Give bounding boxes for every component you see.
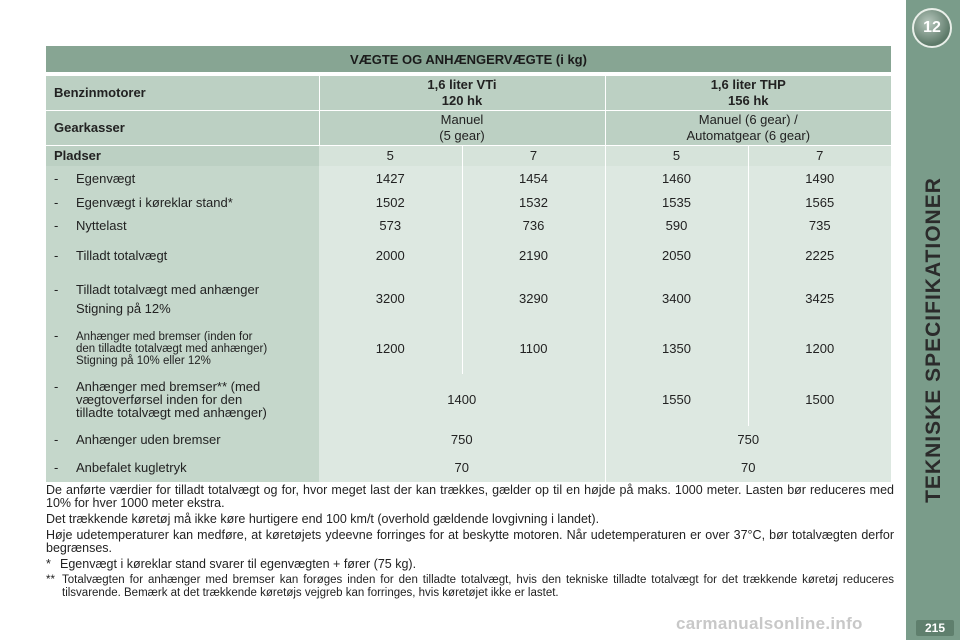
- chapter-number: 12: [923, 19, 941, 36]
- engine-1: 1,6 liter VTi 120 hk: [319, 76, 605, 110]
- row-value: 750: [605, 426, 891, 454]
- table-row: [46, 324, 891, 374]
- engine-2: 1,6 liter THP 156 hk: [605, 76, 891, 110]
- row-label: - Anhænger med bremser** (med vægtoverførsel inden for den tilladte totalvægt med anhænger): [46, 374, 319, 426]
- chapter-title-vertical: [908, 70, 960, 610]
- row-label: - Egenvægt i køreklar stand*: [46, 191, 319, 214]
- table-row: [46, 374, 891, 426]
- row-value: 3425: [748, 274, 891, 324]
- table-title-row: [46, 46, 891, 72]
- seats-row: [46, 145, 891, 166]
- seats-label: Pladser: [46, 145, 319, 166]
- row-value: 2225: [748, 237, 891, 274]
- chapter-number-badge: [912, 8, 952, 48]
- table-row: [46, 191, 891, 214]
- footnote-2: ** Totalvægten for anhænger med bremser kan forøges inden for den tilladte totalvægt, hvis den tekniske tilladte totalvægt for det trækkende køretøj reduceres tilsvarende. Bemærk at det trækkende køretøjs vejgreb kan forringes, hvis køretøjet ikke er lastet.: [46, 574, 894, 599]
- table-row: [46, 237, 891, 274]
- row-value: 1460: [605, 166, 748, 191]
- row-value: 1502: [319, 191, 462, 214]
- note-speed: Det trækkende køretøj må ikke køre hurtigere end 100 km/t (overhold gældende lovgivning i landet).: [46, 512, 600, 526]
- row-value: 1200: [748, 324, 891, 374]
- row-value: 1427: [319, 166, 462, 191]
- row-value: 1200: [319, 324, 462, 374]
- row-value: 736: [462, 214, 605, 237]
- footnotes: [46, 484, 894, 599]
- note-altitude: De anførte værdier for tilladt totalvægt og for, hvor meget last der kan trækkes, gælder op til en højde på maks. 1000 meter. Lasten bør reduceres med 10% for hver 1000 meter ekstra.: [46, 483, 894, 510]
- table-row: [46, 166, 891, 191]
- seats-value: 7: [462, 145, 605, 166]
- row-value: 2000: [319, 237, 462, 274]
- row-value: 1454: [462, 166, 605, 191]
- row-value: 1350: [605, 324, 748, 374]
- row-label: - Tilladt totalvægt: [46, 237, 319, 274]
- row-value: 1550: [605, 374, 748, 426]
- row-value: 590: [605, 214, 748, 237]
- table-title: VÆGTE OG ANHÆNGERVÆGTE (i kg): [46, 46, 891, 72]
- row-value: 2190: [462, 237, 605, 274]
- footnote-1: * Egenvægt i køreklar stand svarer til egenvægten + fører (75 kg).: [46, 557, 417, 571]
- row-value: 2050: [605, 237, 748, 274]
- table-row: [46, 274, 891, 324]
- seats-value: 7: [748, 145, 891, 166]
- table-row: [46, 426, 891, 454]
- gearbox-2: Manuel (6 gear) / Automatgear (6 gear): [605, 110, 891, 145]
- row-label: - Egenvægt: [46, 166, 319, 191]
- table-row: [46, 214, 891, 237]
- row-value: 1535: [605, 191, 748, 214]
- row-value: 1100: [462, 324, 605, 374]
- watermark: carmanualsonline.info: [676, 614, 863, 633]
- weights-table: [46, 46, 891, 482]
- note-temperature: Høje udetemperaturer kan medføre, at køretøjets ydeevne forringes for at beskytte motoren. Når udetemperaturen er over 37°C, bør totalvægten derfor begrænses.: [46, 528, 894, 555]
- row-value: 573: [319, 214, 462, 237]
- row-value: 70: [319, 454, 605, 482]
- page-number: 215: [916, 620, 954, 636]
- row-value: 3400: [605, 274, 748, 324]
- row-value: 3200: [319, 274, 462, 324]
- row-label: - Anhænger uden bremser: [46, 426, 319, 454]
- gearbox-1: Manuel (5 gear): [319, 110, 605, 145]
- engines-label: Benzinmotorer: [46, 76, 319, 110]
- row-label: - Tilladt totalvægt med anhænger Stigning på 12%: [46, 274, 319, 324]
- engines-row: [46, 76, 891, 110]
- row-value: 70: [605, 454, 891, 482]
- row-value: 750: [319, 426, 605, 454]
- row-value: 735: [748, 214, 891, 237]
- row-value: 1500: [748, 374, 891, 426]
- row-value: 1532: [462, 191, 605, 214]
- row-label: - Anbefalet kugletryk: [46, 454, 319, 482]
- seats-value: 5: [319, 145, 462, 166]
- row-value: 3290: [462, 274, 605, 324]
- gearbox-row: [46, 110, 891, 145]
- seats-value: 5: [605, 145, 748, 166]
- row-label: - Anhænger med bremser (inden for den tilladte totalvægt med anhænger) Stigning på 10% eller 12%: [46, 324, 319, 374]
- row-value: 1490: [748, 166, 891, 191]
- chapter-title-text: TEKNISKE SPECIFIKATIONER: [922, 177, 945, 503]
- row-value: 1565: [748, 191, 891, 214]
- gearbox-label: Gearkasser: [46, 110, 319, 145]
- row-label: - Nyttelast: [46, 214, 319, 237]
- table-row: [46, 454, 891, 482]
- row-value: 1400: [319, 374, 605, 426]
